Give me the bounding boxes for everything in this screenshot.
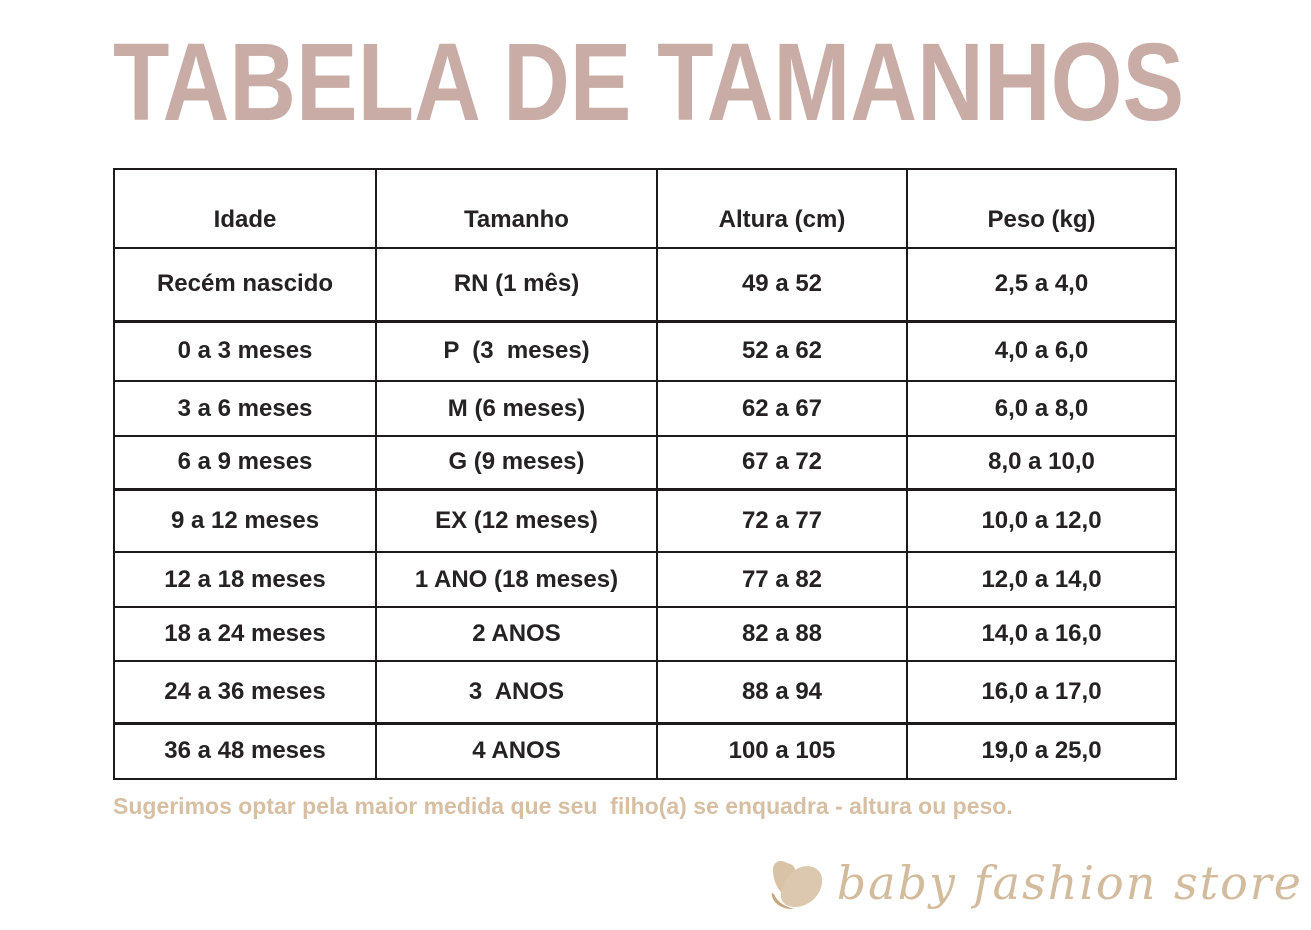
table-cell: 1 ANO (18 meses) (376, 552, 657, 607)
table-cell: EX (12 meses) (376, 489, 657, 552)
table-cell: 12,0 a 14,0 (907, 552, 1176, 607)
column-header-peso: Peso (kg) (907, 169, 1176, 248)
table-row (114, 381, 1176, 436)
size-table-body (114, 248, 1176, 779)
table-cell: 2 ANOS (376, 607, 657, 661)
table-cell: 49 a 52 (657, 248, 907, 321)
table-row (114, 321, 1176, 381)
table-cell: 18 a 24 meses (114, 607, 376, 661)
table-cell: 10,0 a 12,0 (907, 489, 1176, 552)
table-cell: 9 a 12 meses (114, 489, 376, 552)
table-cell: 62 a 67 (657, 381, 907, 436)
table-row (114, 436, 1176, 489)
column-header-altura: Altura (cm) (657, 169, 907, 248)
table-cell: 67 a 72 (657, 436, 907, 489)
size-table (113, 168, 1177, 780)
page-title: TABELA DE TAMANHOS (113, 21, 1185, 144)
table-cell: 0 a 3 meses (114, 321, 376, 381)
table-cell: RN (1 mês) (376, 248, 657, 321)
table-cell: 12 a 18 meses (114, 552, 376, 607)
table-cell: 6 a 9 meses (114, 436, 376, 489)
brand-name: baby fashion store (836, 856, 1303, 910)
table-cell: 8,0 a 10,0 (907, 436, 1176, 489)
column-header-idade: Idade (114, 169, 376, 248)
table-cell: 36 a 48 meses (114, 723, 376, 779)
table-row (114, 723, 1176, 779)
table-cell: 77 a 82 (657, 552, 907, 607)
table-cell: 82 a 88 (657, 607, 907, 661)
table-cell: 24 a 36 meses (114, 661, 376, 723)
table-cell: 16,0 a 17,0 (907, 661, 1176, 723)
table-cell: 100 a 105 (657, 723, 907, 779)
butterfly-icon (765, 856, 831, 918)
table-cell: 88 a 94 (657, 661, 907, 723)
table-cell: M (6 meses) (376, 381, 657, 436)
table-header-row (114, 169, 1176, 248)
table-cell: 72 a 77 (657, 489, 907, 552)
table-cell: 3 a 6 meses (114, 381, 376, 436)
table-cell: 6,0 a 8,0 (907, 381, 1176, 436)
brand-logo (765, 856, 1303, 918)
table-row (114, 248, 1176, 321)
column-header-tamanho: Tamanho (376, 169, 657, 248)
table-row (114, 552, 1176, 607)
table-cell: 52 a 62 (657, 321, 907, 381)
table-cell: 4,0 a 6,0 (907, 321, 1176, 381)
table-row (114, 661, 1176, 723)
table-cell: 4 ANOS (376, 723, 657, 779)
table-row (114, 607, 1176, 661)
table-cell: 14,0 a 16,0 (907, 607, 1176, 661)
table-cell: P (3 meses) (376, 321, 657, 381)
table-row (114, 489, 1176, 552)
table-cell: 2,5 a 4,0 (907, 248, 1176, 321)
table-cell: 19,0 a 25,0 (907, 723, 1176, 779)
table-cell: Recém nascido (114, 248, 376, 321)
table-cell: 3 ANOS (376, 661, 657, 723)
size-note: Sugerimos optar pela maior medida que seu filho(a) se enquadra - altura ou peso. (113, 793, 1013, 819)
table-cell: G (9 meses) (376, 436, 657, 489)
